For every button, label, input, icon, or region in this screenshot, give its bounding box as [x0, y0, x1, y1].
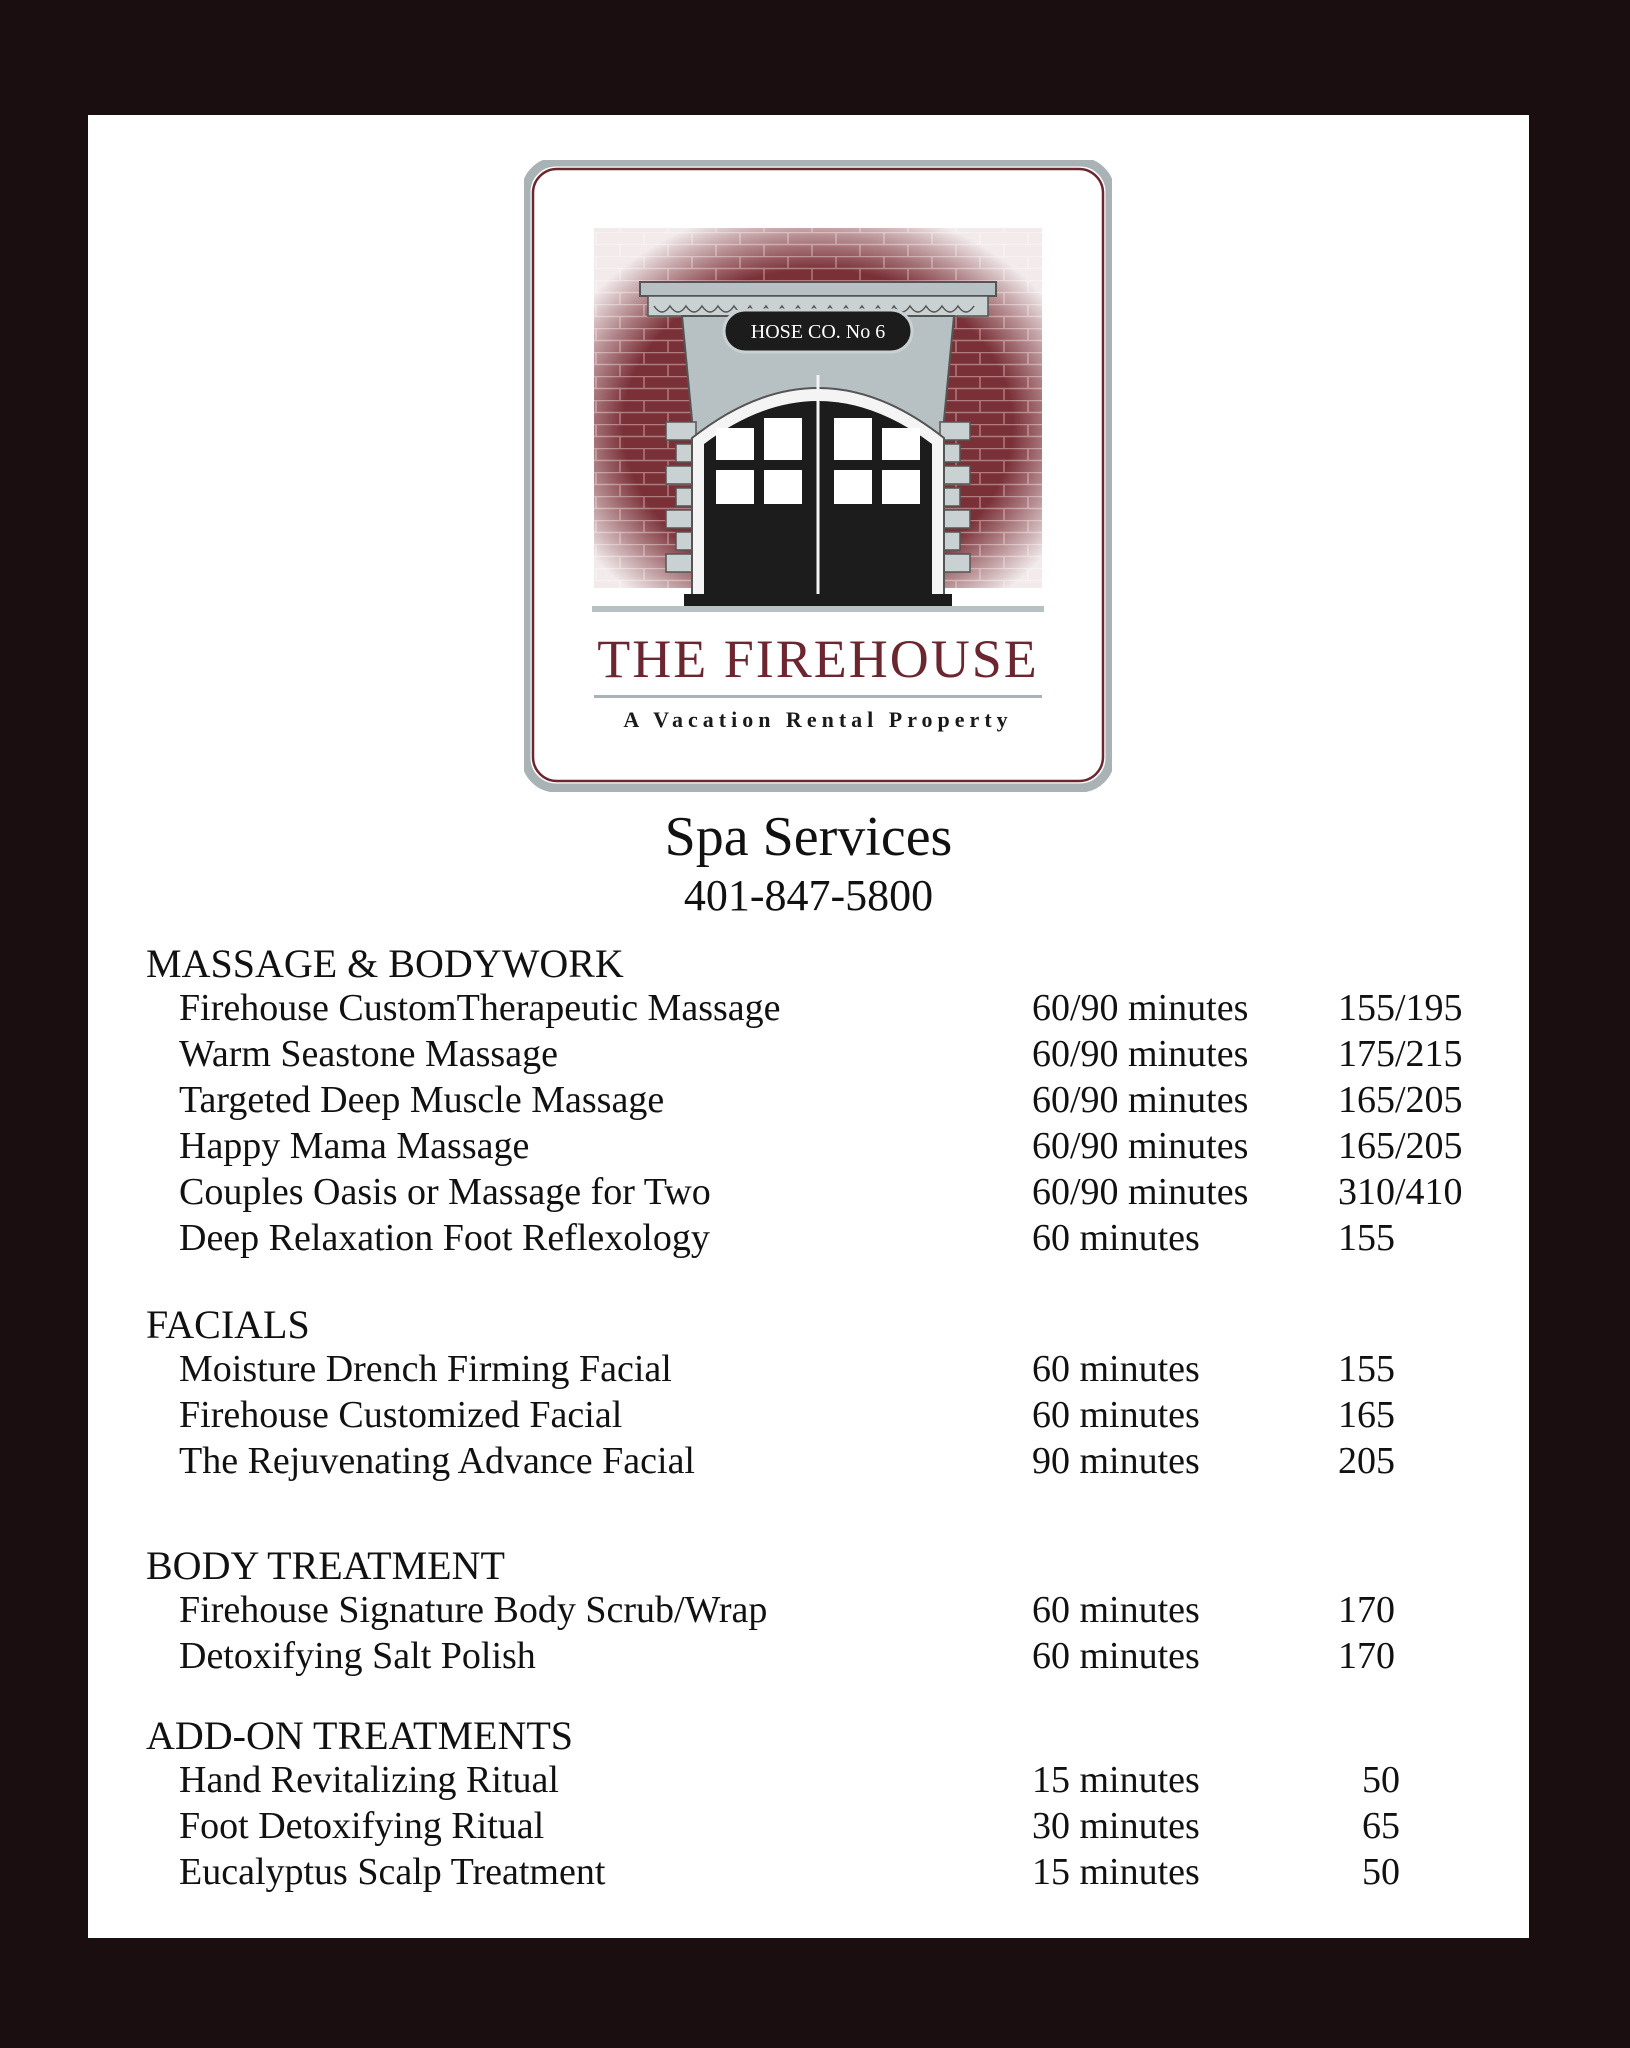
service-duration: 60 minutes: [1032, 1635, 1200, 1677]
service-duration: 30 minutes: [1032, 1805, 1200, 1847]
service-row: [88, 1393, 1529, 1439]
service-name: Detoxifying Salt Polish: [179, 1635, 536, 1677]
service-price: 310/410: [1338, 1171, 1463, 1213]
phone-number[interactable]: 401-847-5800: [683, 871, 934, 920]
service-name: Happy Mama Massage: [179, 1125, 530, 1167]
service-duration: 60 minutes: [1032, 1589, 1200, 1631]
category-heading: ADD-ON TREATMENTS: [146, 1713, 574, 1758]
service-price: 50: [1362, 1759, 1400, 1801]
service-duration: 60/90 minutes: [1032, 987, 1249, 1029]
service-price: 165/205: [1338, 1125, 1463, 1167]
service-duration: 15 minutes: [1032, 1759, 1200, 1801]
service-name: Foot Detoxifying Ritual: [179, 1805, 545, 1847]
service-price: 205: [1338, 1440, 1395, 1482]
service-price: 155/195: [1338, 987, 1463, 1029]
service-row: [88, 1078, 1529, 1124]
service-row: [88, 1804, 1529, 1850]
service-name: Firehouse CustomTherapeutic Massage: [179, 987, 781, 1029]
firehouse-illustration: [524, 160, 1112, 792]
firehouse-logo: [524, 160, 1112, 792]
service-row: [88, 1347, 1529, 1393]
brand-tagline: A Vacation Rental Property: [623, 707, 1013, 732]
service-price: 50: [1362, 1851, 1400, 1893]
service-name: Firehouse Customized Facial: [179, 1394, 623, 1436]
service-duration: 60/90 minutes: [1032, 1171, 1249, 1213]
service-price: 165: [1338, 1394, 1395, 1436]
category-heading: FACIALS: [146, 1302, 310, 1347]
service-price: 165/205: [1338, 1079, 1463, 1121]
service-row: [88, 1850, 1529, 1896]
service-name: Hand Revitalizing Ritual: [179, 1759, 559, 1801]
category-heading: MASSAGE & BODYWORK: [146, 941, 624, 986]
service-row: [88, 1439, 1529, 1485]
brand-name: THE FIREHOUSE: [597, 629, 1039, 689]
service-row: [88, 1634, 1529, 1680]
service-name: Warm Seastone Massage: [179, 1033, 558, 1075]
service-price: 170: [1338, 1589, 1395, 1631]
service-name: Firehouse Signature Body Scrub/Wrap: [179, 1589, 768, 1631]
menu-sheet: [88, 115, 1529, 1938]
service-price: 155: [1338, 1217, 1395, 1259]
service-row: [88, 1588, 1529, 1634]
service-name: Moisture Drench Firming Facial: [179, 1348, 672, 1390]
service-row: [88, 1170, 1529, 1216]
service-price: 170: [1338, 1635, 1395, 1677]
service-duration: 90 minutes: [1032, 1440, 1200, 1482]
service-name: Eucalyptus Scalp Treatment: [179, 1851, 606, 1893]
service-row: [88, 1124, 1529, 1170]
service-duration: 60/90 minutes: [1032, 1033, 1249, 1075]
service-row: [88, 1032, 1529, 1078]
service-price: 65: [1362, 1805, 1400, 1847]
service-duration: 60/90 minutes: [1032, 1079, 1249, 1121]
service-duration: 15 minutes: [1032, 1851, 1200, 1893]
service-row: [88, 986, 1529, 1032]
service-price: 175/215: [1338, 1033, 1463, 1075]
service-row: [88, 1216, 1529, 1262]
service-duration: 60 minutes: [1032, 1394, 1200, 1436]
service-name: The Rejuvenating Advance Facial: [179, 1440, 695, 1482]
service-duration: 60 minutes: [1032, 1348, 1200, 1390]
service-name: Couples Oasis or Massage for Two: [179, 1171, 711, 1213]
service-row: [88, 1758, 1529, 1804]
service-duration: 60/90 minutes: [1032, 1125, 1249, 1167]
service-name: Targeted Deep Muscle Massage: [179, 1079, 665, 1121]
category-heading: BODY TREATMENT: [146, 1543, 505, 1588]
service-price: 155: [1338, 1348, 1395, 1390]
page-title: Spa Services: [664, 806, 953, 868]
hose-sign-text: HOSE CO. No 6: [750, 321, 886, 343]
service-name: Deep Relaxation Foot Reflexology: [179, 1217, 710, 1259]
service-duration: 60 minutes: [1032, 1217, 1200, 1259]
